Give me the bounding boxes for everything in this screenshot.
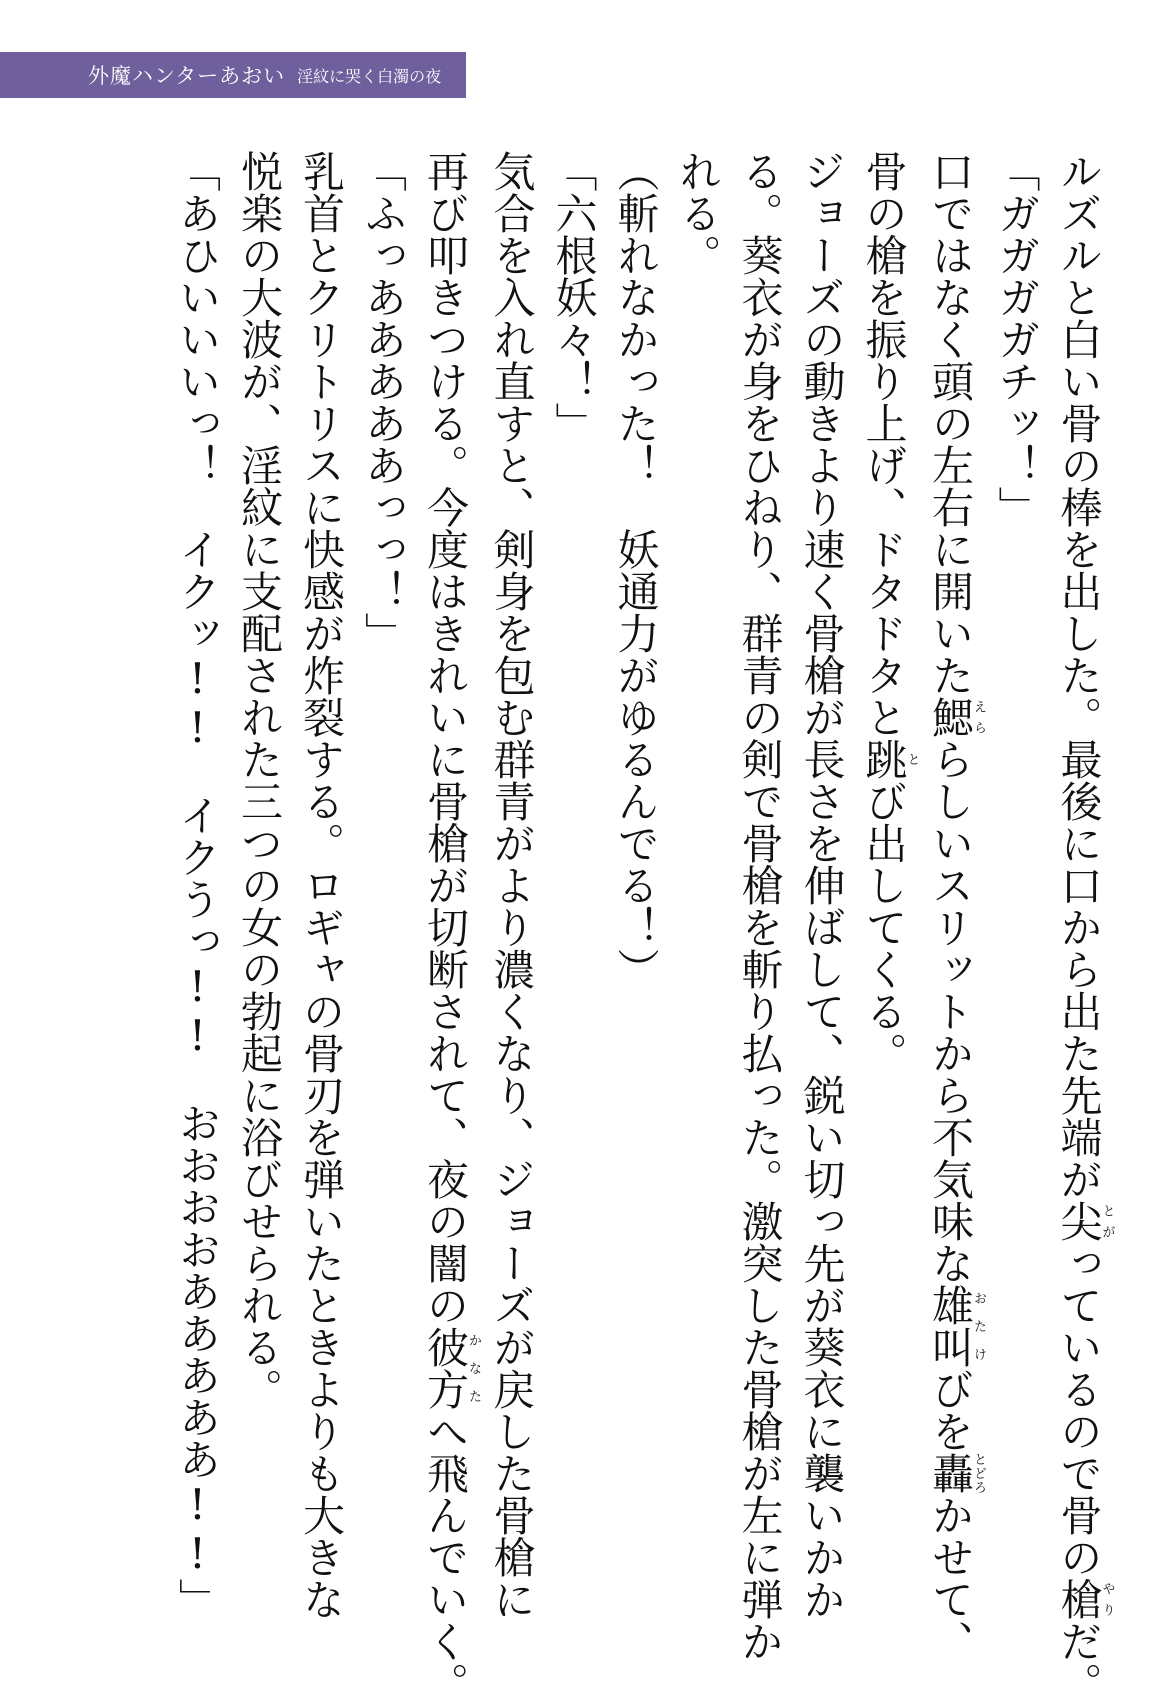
text-segment: かせて、 — [926, 1494, 975, 1662]
ruby-reading: とどろ — [971, 1452, 986, 1494]
text-segment: 「六根妖々！」 — [549, 150, 599, 444]
text-segment: 再び叩きつける。今度はきれいに骨槍が切断されて、夜の闇の — [421, 150, 470, 1326]
text-segment: だ。 — [1054, 1620, 1104, 1704]
text-segment: び出してくる。 — [859, 780, 909, 1074]
ruby-word — [1054, 1578, 1115, 1620]
ruby-word — [421, 1326, 481, 1410]
text-line — [228, 150, 290, 1610]
ruby-base: 槍 — [1054, 1578, 1104, 1620]
text-segment: ルズルと白い骨の棒を出した。最後に口から出た先端が — [1054, 150, 1104, 1200]
text-segment: 「ガガガガチッ！」 — [992, 150, 1042, 528]
text-segment: 気合を入れ直すと、剣身を包む群青がより濃くなり、ジョーズが戻した骨槍に — [487, 150, 537, 1620]
ruby-reading: やり — [1099, 1578, 1115, 1620]
text-line — [986, 150, 1048, 1610]
ruby-base: 雄叫 — [926, 1284, 975, 1368]
text-segment: 口ではなく頭の左右に開いた — [926, 150, 975, 696]
text-segment: びを — [926, 1368, 975, 1452]
body-text — [84, 150, 1115, 1704]
ruby-base: 跳 — [859, 738, 909, 780]
text-line — [481, 150, 543, 1620]
ruby-word — [859, 738, 920, 780]
text-line — [729, 150, 791, 1662]
ruby-base: 尖 — [1054, 1200, 1104, 1242]
text-line — [667, 150, 729, 1610]
ruby-reading: と — [904, 738, 920, 780]
ruby-reading: かなた — [466, 1326, 481, 1410]
text-segment: る。葵衣が身をひねり、群青の剣で骨槍を斬り払った。激突した骨槍が左に弾か — [735, 150, 785, 1662]
ruby-word — [926, 696, 986, 738]
text-segment: っているので骨の — [1054, 1242, 1104, 1578]
ruby-word — [926, 1452, 986, 1494]
ruby-word — [1054, 1200, 1115, 1242]
episode-title: 淫紋に哭く白濁の夜 — [297, 66, 442, 86]
ruby-reading: おたけ — [971, 1284, 986, 1368]
text-segment: れる。 — [673, 150, 723, 276]
series-title: 外魔ハンターあおい — [88, 64, 286, 88]
ruby-base: 彼方 — [421, 1326, 470, 1410]
page-header — [0, 52, 466, 98]
ruby-base: 轟 — [926, 1452, 975, 1494]
text-segment: へ飛んでいく。 — [421, 1410, 470, 1704]
text-line — [791, 150, 853, 1620]
text-line — [543, 150, 605, 1610]
ruby-reading: とが — [1099, 1200, 1115, 1242]
text-segment: （斬れなかった！ 妖通力がゆるんでる！） — [611, 150, 661, 990]
text-segment: 乳首とクリトリスに快感が炸裂する。ロギャの骨刃を弾いたときよりも大きな — [297, 150, 346, 1620]
text-segment: 「あひいいいっ！ イクッ!! イクうっ!! おおおおあああああ!!」 — [173, 150, 222, 1620]
text-line — [414, 150, 481, 1704]
text-line — [853, 150, 920, 1610]
ruby-base: 鰓 — [926, 696, 975, 738]
text-segment: 「ふっあああああっっ！」 — [359, 150, 408, 654]
text-line — [1048, 150, 1115, 1704]
text-line — [605, 150, 667, 1610]
text-segment: 骨の槍を振り上げ、ドタドタと — [859, 150, 909, 738]
ruby-reading: えら — [971, 696, 986, 738]
text-line — [166, 150, 228, 1620]
ruby-word — [926, 1284, 986, 1368]
text-segment: らしいスリットから不気味な — [926, 738, 975, 1284]
text-line — [352, 150, 414, 1610]
text-line — [919, 150, 986, 1662]
text-line — [290, 150, 352, 1620]
text-segment: ジョーズの動きより速く骨槍が長さを伸ばして、鋭い切っ先が葵衣に襲いかか — [797, 150, 847, 1620]
text-segment: 悦楽の大波が、淫紋に支配された三つの女の勃起に浴びせられる。 — [235, 150, 284, 1410]
